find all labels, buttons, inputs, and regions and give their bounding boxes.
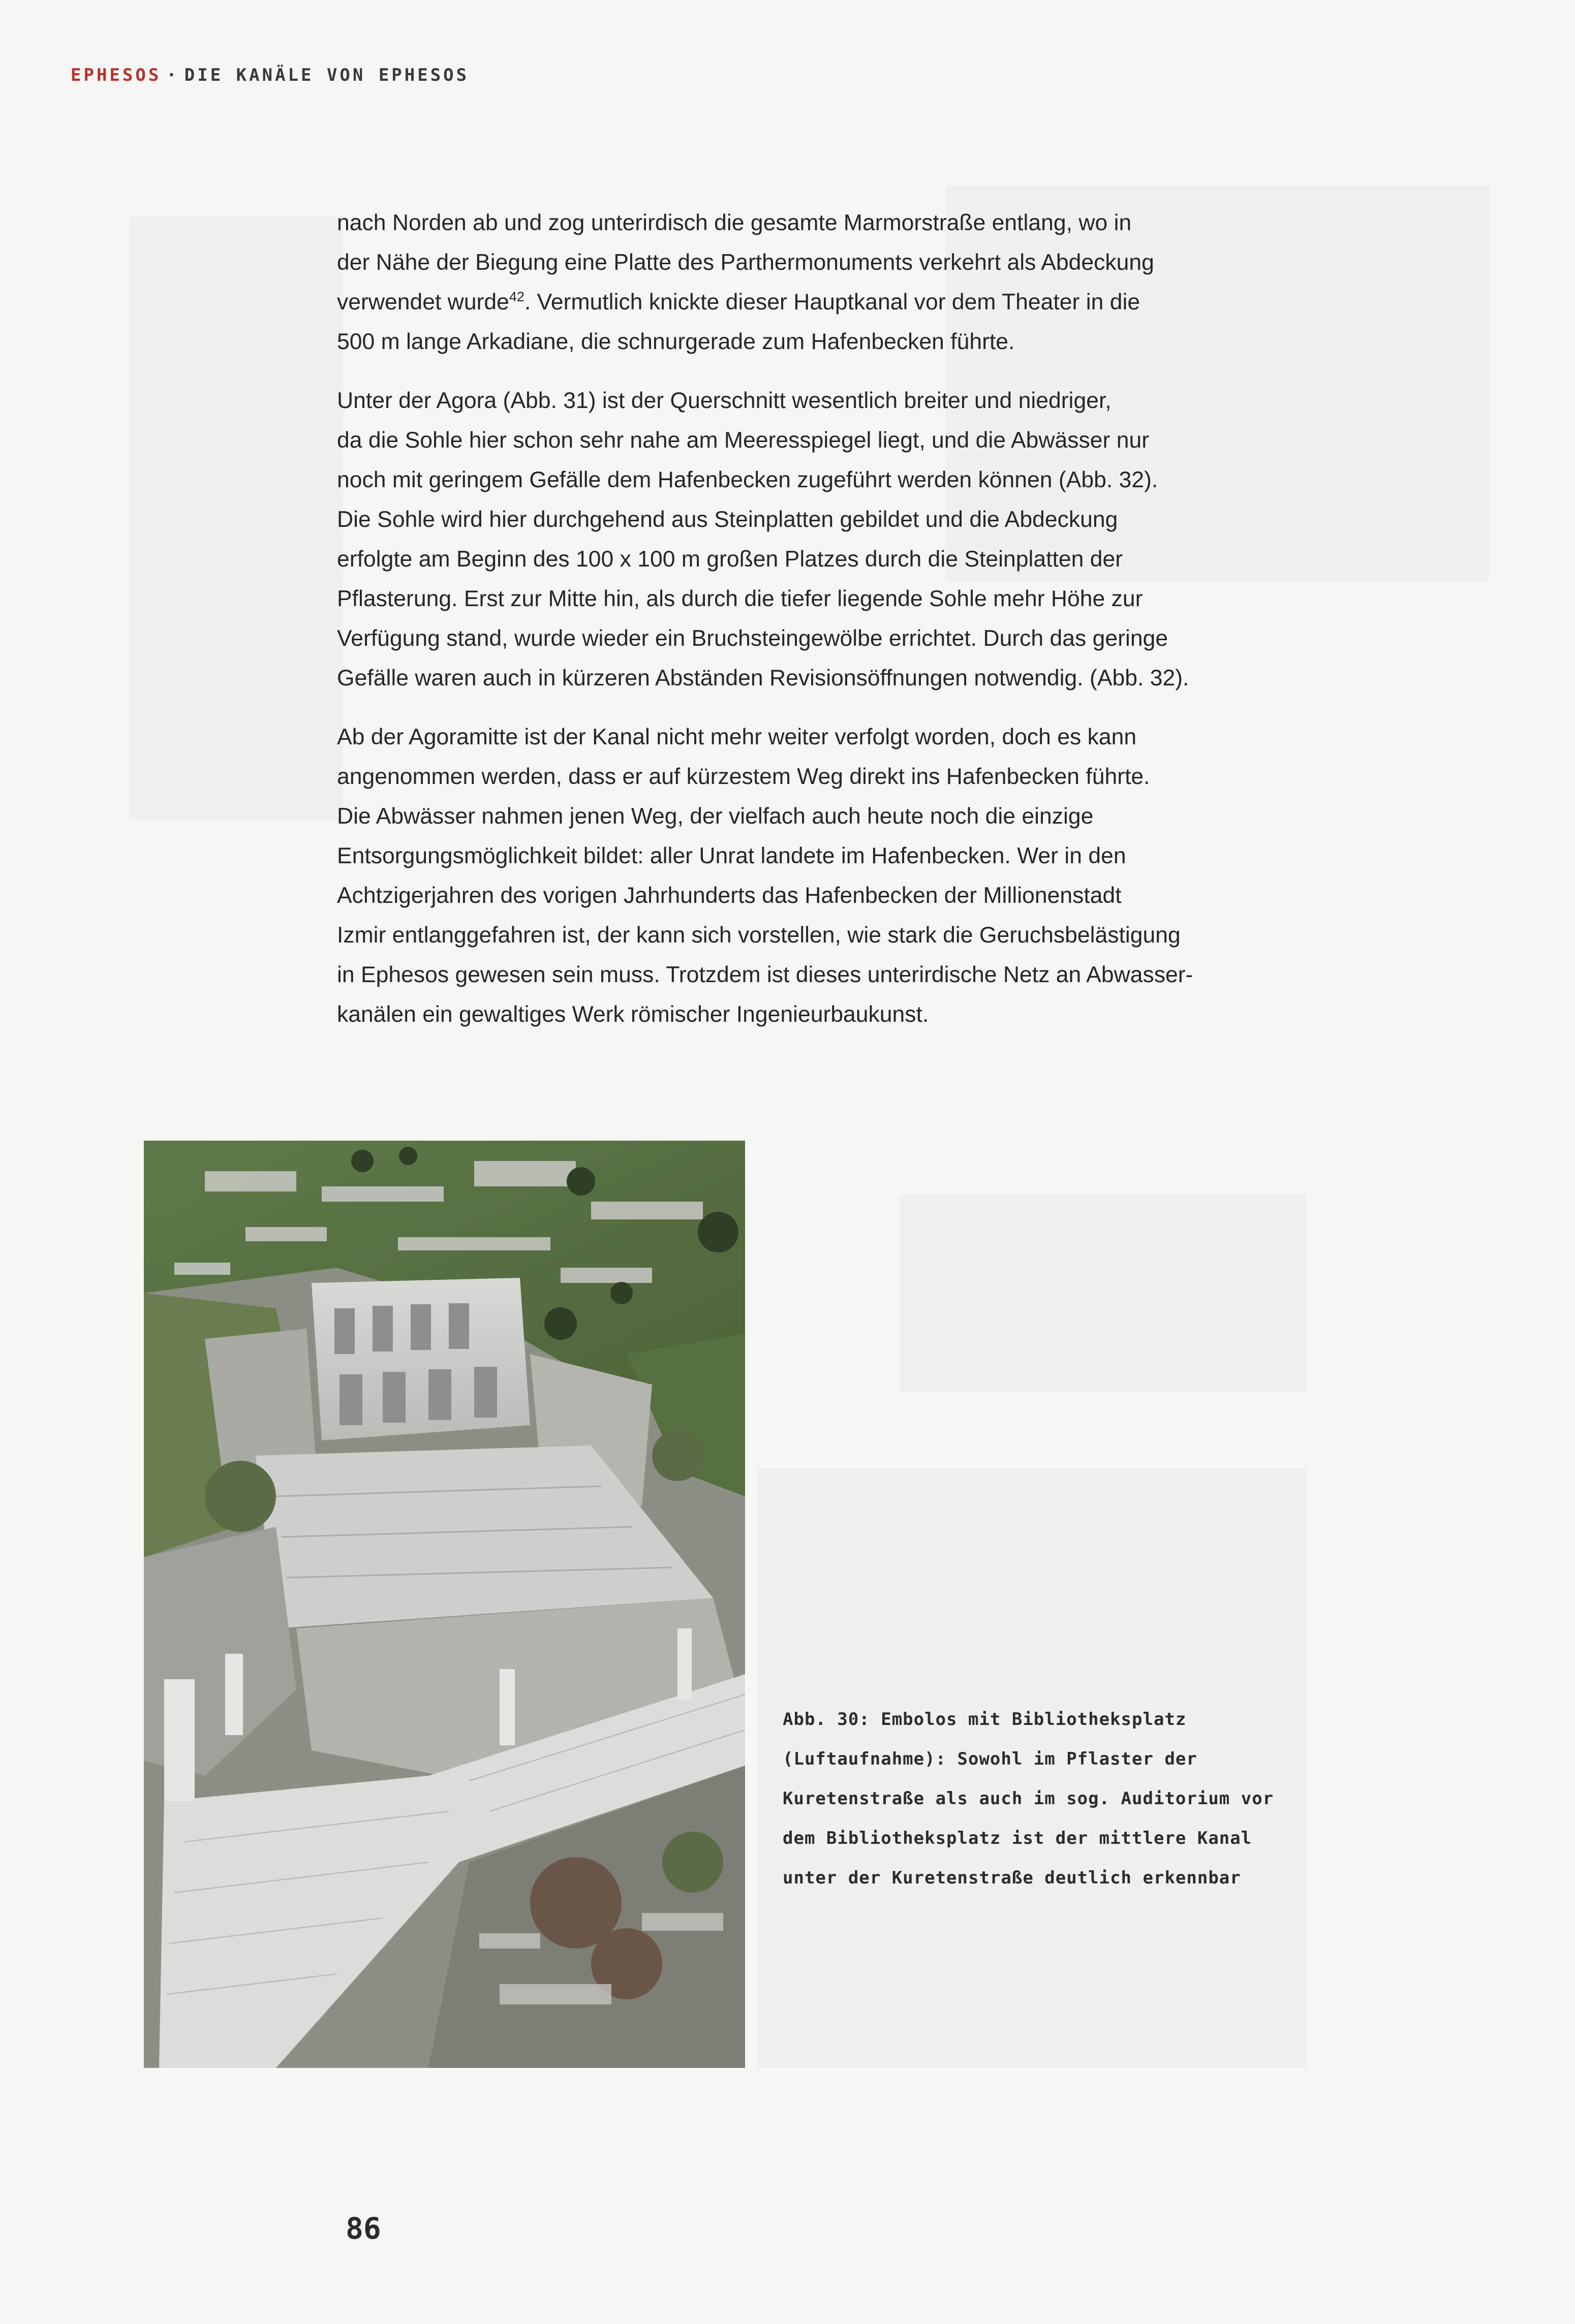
running-head-section: EPHESOS: [71, 65, 162, 85]
text-line: der Nähe der Biegung eine Platte des Parthermonuments verkehrt als Abdeckung: [337, 250, 1154, 275]
paragraph: [337, 203, 1303, 362]
caption-line: (Luftaufnahme): Sowohl im Pflaster der: [783, 1749, 1197, 1769]
text-line: Achtzigerjahren des vorigen Jahrhunderts das Hafenbecken der Millionenstadt: [337, 883, 1122, 908]
running-head-separator: ·: [166, 65, 179, 85]
footnote-reference[interactable]: 42: [509, 289, 524, 305]
bleed-through-shadow: [130, 216, 343, 821]
caption-line: Abb. 30: Embolos mit Bibliotheksplatz: [783, 1709, 1187, 1730]
text-line: 500 m lange Arkadiane, die schnurgerade zum Hafenbecken führte.: [337, 329, 1015, 354]
text-line: noch mit geringem Gefälle dem Hafenbecken zugeführt werden können (Abb. 32).: [337, 467, 1158, 492]
running-head: [71, 65, 469, 85]
aerial-photo-illustration: [144, 1141, 745, 2068]
text-line: [337, 282, 1303, 322]
caption-line: Kuretenstraße als auch im sog. Auditorium vor: [783, 1788, 1274, 1809]
caption-line: dem Bibliotheksplatz ist der mittlere Kanal: [783, 1828, 1252, 1848]
text-segment: . Vermutlich knickte dieser Hauptkanal vor dem Theater in die: [524, 290, 1140, 315]
text-line: Gefälle waren auch in kürzeren Abständen Revisionsöffnungen notwendig. (Abb. 32).: [337, 666, 1189, 690]
text-line: Die Abwässer nahmen jenen Weg, der vielfach auch heute noch die einzige: [337, 804, 1094, 829]
text-line: Izmir entlanggefahren ist, der kann sich vorstellen, wie stark die Geruchsbelästigung: [337, 923, 1181, 948]
text-line: erfolgte am Beginn des 100 x 100 m großen Platzes durch die Steinplatten der: [337, 547, 1123, 572]
text-line: Die Sohle wird hier durchgehend aus Steinplatten gebildet und die Abdeckung: [337, 507, 1118, 532]
text-line: Unter der Agora (Abb. 31) ist der Querschnitt wesentlich breiter und niedriger,: [337, 388, 1111, 413]
paragraph: [337, 717, 1303, 1034]
text-line: nach Norden ab und zog unterirdisch die gesamte Marmorstraße entlang, wo in: [337, 210, 1132, 235]
text-line: Verfügung stand, wurde wieder ein Bruchsteingewölbe errichtet. Durch das geringe: [337, 626, 1168, 651]
text-line: Entsorgungsmöglichkeit bildet: aller Unrat landete im Hafenbecken. Wer in den: [337, 843, 1126, 868]
text-line: kanälen ein gewaltiges Werk römischer Ingenieurbaukunst.: [337, 1002, 929, 1027]
aerial-photo-library-square: [144, 1141, 745, 2068]
text-line: da die Sohle hier schon sehr nahe am Meeresspiegel liegt, und die Abwässer nur: [337, 428, 1150, 453]
text-line: Pflasterung. Erst zur Mitte hin, als durch die tiefer liegende Sohle mehr Höhe zur: [337, 586, 1143, 611]
running-head-chapter: DIE KANÄLE VON EPHESOS: [184, 65, 470, 85]
text-line: Ab der Agoramitte ist der Kanal nicht mehr weiter verfolgt worden, doch es kann: [337, 725, 1137, 749]
text-line: in Ephesos gewesen sein muss. Trotzdem ist dieses unterirdische Netz an Abwasser-: [337, 962, 1193, 987]
page-number: 86: [346, 2211, 381, 2246]
body-text: [337, 203, 1303, 1054]
paragraph: [337, 381, 1303, 698]
text-line: angenommen werden, dass er auf kürzestem Weg direkt ins Hafenbecken führte.: [337, 764, 1150, 789]
figure-caption: [783, 1700, 1291, 1898]
bleed-through-shadow: [900, 1194, 1306, 1392]
text-segment: verwendet wurde: [337, 290, 509, 315]
caption-line: unter der Kuretenstraße deutlich erkennbar: [783, 1868, 1241, 1888]
